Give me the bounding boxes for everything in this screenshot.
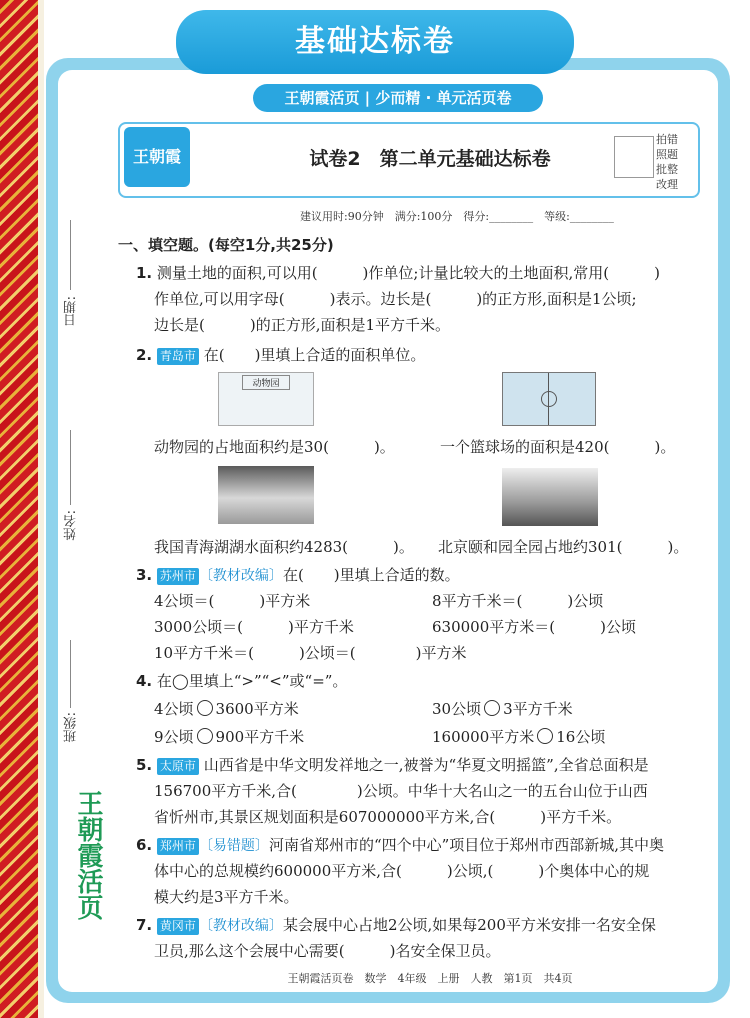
region-tag: 青岛市 — [157, 348, 199, 365]
error-correction-label: 拍错 照题 批整 改理 — [656, 133, 678, 191]
error-correction-box — [614, 136, 654, 178]
brand-logo: 王朝霞 — [124, 127, 190, 187]
banner-title: 基础达标卷 — [176, 10, 574, 74]
q1-line1: 1. 测量土地的面积,可以用( )作单位;计量比较大的土地面积,常用( ) — [136, 264, 660, 282]
date-line — [70, 220, 71, 290]
name-line — [70, 430, 71, 505]
q2-item-a: 动物园的占地面积约是30( )。 — [154, 438, 395, 456]
qinghai-lake-image — [218, 466, 314, 524]
q6-line2: 体中心的总规模约600000平方米,合( )公顷,( )个奥体中心的规 — [154, 862, 650, 880]
region-tag: 太原市 — [157, 758, 199, 775]
section-heading: 一、填空题。(每空1分,共25分) — [118, 236, 334, 254]
region-tag: 郑州市 — [157, 838, 199, 855]
sub-title-bar: 王朝霞活页 | 少而精 · 单元活页卷 — [253, 84, 543, 112]
q2-item-c: 我国青海湖湖水面积约4283( )。 — [154, 538, 414, 556]
compare-circle[interactable] — [484, 700, 500, 716]
class-label: 班级: — [64, 712, 79, 743]
ribbon-edge — [38, 0, 44, 1018]
date-label: 日期: — [64, 296, 79, 327]
class-line — [70, 640, 71, 708]
q7-line1: 7. 黄冈市 〔教材改编〕某会展中心占地2公顷,如果每200平方米安排一名安全保 — [136, 916, 656, 934]
q5-line1: 5. 太原市 山西省是中华文明发祥地之一,被誉为“华夏文明摇篮”,全省总面积是 — [136, 756, 649, 774]
q2-item-d: 北京颐和园全园占地约301( )。 — [438, 538, 689, 556]
zoo-gate-image: 动物园 — [218, 372, 314, 426]
q4-r2a: 9公顷 900平方千米 — [154, 728, 305, 746]
q1-line3: 边长是( )的正方形,面积是1平方千米。 — [154, 316, 451, 334]
q4-line: 4. 在◯里填上“>”“<”或“=”。 — [136, 672, 348, 690]
region-tag: 苏州市 — [157, 568, 199, 585]
q3-r1a: 4公顷＝( )平方米 — [154, 592, 311, 610]
q5-line3: 省忻州市,其景区规划面积是607000000平方米,合( )平方千米。 — [154, 808, 622, 826]
q3-r1b: 8平方千米＝( )公顷 — [432, 592, 604, 610]
q4-r1b: 30公顷 3平方千米 — [432, 700, 573, 718]
q7-line2: 卫员,那么这个会展中心需要( )名安全保卫员。 — [154, 942, 501, 960]
brand-vertical-text: 王朝霞活页 — [73, 790, 103, 920]
page-footer: 王朝霞活页卷 数学 4年级 上册 人教 第1页 共4页 — [287, 972, 573, 985]
compare-circle[interactable] — [537, 728, 553, 744]
test-title: 试卷2 第二单元基础达标卷 — [309, 148, 551, 170]
name-label: 姓名: — [64, 510, 79, 541]
q6-line1: 6. 郑州市 〔易错题〕河南省郑州市的“四个中心”项目位于郑州市西部新城,其中奥 — [136, 836, 665, 854]
q2-line: 2. 青岛市 在( )里填上合适的面积单位。 — [136, 346, 426, 364]
compare-circle[interactable] — [197, 700, 213, 716]
compare-circle[interactable] — [197, 728, 213, 744]
region-tag: 黄冈市 — [157, 918, 199, 935]
q6-line3: 模大约是3平方千米。 — [154, 888, 299, 906]
q1-line2: 作单位,可以用字母( )表示。边长是( )的正方形,面积是1公顷; — [154, 290, 637, 308]
meta-line: 建议用时:90分钟 满分:100分 得分:________ 等级:________ — [300, 210, 614, 223]
q2-item-b: 一个篮球场的面积是420( )。 — [440, 438, 676, 456]
q3-r3: 10平方千米＝( )公顷＝( )平方米 — [154, 644, 467, 662]
q4-r2b: 160000平方米 16公顷 — [432, 728, 606, 746]
q4-r1a: 4公顷 3600平方米 — [154, 700, 299, 718]
q3-line: 3. 苏州市 〔教材改编〕在( )里填上合适的数。 — [136, 566, 460, 584]
basketball-court-image — [502, 372, 596, 426]
q5-line2: 156700平方千米,合( )公顷。中华十大名山之一的五台山位于山西 — [154, 782, 648, 800]
q3-r2b: 630000平方米＝( )公顷 — [432, 618, 636, 636]
q3-r2a: 3000公顷＝( )平方千米 — [154, 618, 354, 636]
summer-palace-image — [502, 468, 598, 526]
left-ribbon-decoration — [0, 0, 40, 1018]
